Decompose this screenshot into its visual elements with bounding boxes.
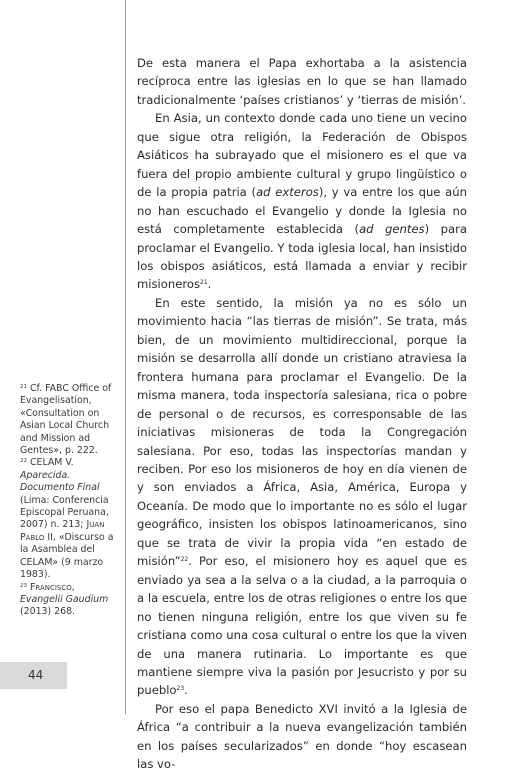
- footnote-21-text: Cf. FABC Office of Evangelisation, «Consultation on Asian Local Church and Mission ad Gentes», p. 222.: [20, 383, 112, 457]
- footnote-23-smallcaps: Francisco: [29, 581, 72, 593]
- paragraph-2: [137, 109, 467, 294]
- page-number-box: [0, 662, 67, 689]
- p2-italic-ad-gentes: ad gentes: [359, 222, 425, 237]
- paragraph-4: Por eso el papa Benedicto XVI invitó a la Iglesia de África “a contribuir a la nueva evangelización también en los países secularizados” en donde “hoy escasean las vo-: [137, 701, 467, 772]
- footnote-22-smallcaps: Juan Pablo: [20, 519, 105, 543]
- footnote-23-number: 23: [20, 582, 27, 589]
- footnote-22-text-a: CELAM V.: [29, 457, 74, 469]
- footnote-22-text-b: (Lima: Conferencia Episcopal Peruana, 2007) n. 213;: [20, 494, 109, 531]
- p3-text-a: En este sentido, la misión ya no es sólo un movimiento hacia “las tierras de misión”. Se trata, más bien, de un movimiento multidireccional, porque la misión se desarrolla allí donde un cristiano atraviesa la frontera humana para proclamar el Evangelio. De la misma manera, toda inspectoría salesiana, rica o pobre de personal o de recursos, es corresponsable de las iniciativas misioneras de toda la Congregación salesiana. Por eso, todas las inspectorías mandan y reciben. Por eso los misioneros de hoy en día vienen de y son enviados a África, Asia, América, Europa y Oceanía. De modo que lo importante no es sólo el lugar geográfico, insisten los obispos latinoamericanos, sino que se trata de vivir la propia vida “en estado de misión”: [137, 295, 467, 569]
- p2-text-d: .: [207, 277, 212, 292]
- p2-text-c: ) para proclamar el Evangelio. Y toda iglesia local, han insistido los obispos asiáticos, está llamada a enviar y recibir misioneros: [137, 222, 467, 292]
- p2-text-a: En Asia, un contexto donde cada uno tiene un vecino que sigue otra religión, la Federación de Obispos Asiáticos ha subrayado que el misionero es el que va fuera del propio ambiente cultural y grupo lingüístico o de la propia patria (: [137, 111, 467, 200]
- footnote-23-italic: Evangelii Gaudium: [20, 593, 109, 605]
- footnote-22-text-c: II, «Discurso a la Asamblea del CELAM» (9 marzo 1983).: [20, 531, 114, 581]
- main-text: [137, 54, 467, 774]
- footnote-23-text-a: ,: [71, 581, 75, 593]
- paragraph-1: De esta manera el Papa exhortaba a la asistencia recíproca entre las iglesias en lo que se han llamado tradicionalmente ‘países cristianos’ y ‘tierras de misión’.: [137, 56, 467, 107]
- footnote-ref-21[interactable]: 21: [200, 279, 208, 287]
- footnotes: [20, 383, 120, 619]
- p3-text-c: .: [184, 683, 188, 698]
- footnote-ref-23[interactable]: 23: [176, 685, 185, 693]
- p2-text-b: ), y va entre los que aún no han escuchado el Evangelio y donde la Iglesia no está completamente establecida (: [137, 185, 467, 237]
- paragraph-3: [137, 294, 467, 700]
- p3-text-b: . Por eso, el misionero hoy es aquel que es enviado ya sea a la selva o a la ciudad, a la parroquia o a la escuela, entre los de otras religiones o entre los que no tienen ninguna religión, entre los que viven su fe cristiana como una cosa cultural o entre los que la viven de una manera rutinaria. Lo importante es que mantiene siempre viva la pasión por Jesucristo y por su pueblo: [137, 554, 467, 698]
- footnote-22-italic: Aparecida. Documento Final: [20, 469, 100, 494]
- footnote-21-number: 21: [20, 384, 27, 390]
- margin-rule: [125, 0, 126, 714]
- footnote-23: [20, 582, 120, 619]
- page-number: 44: [28, 668, 44, 682]
- footnote-22-number: 22: [20, 458, 27, 465]
- footnote-23-text-b: (2013) 268.: [20, 606, 76, 618]
- p2-italic-ad-exteros: ad exteros: [256, 185, 319, 200]
- footnote-22: [20, 457, 120, 581]
- footnote-ref-22[interactable]: 22: [180, 556, 189, 564]
- footnote-21: [20, 383, 120, 457]
